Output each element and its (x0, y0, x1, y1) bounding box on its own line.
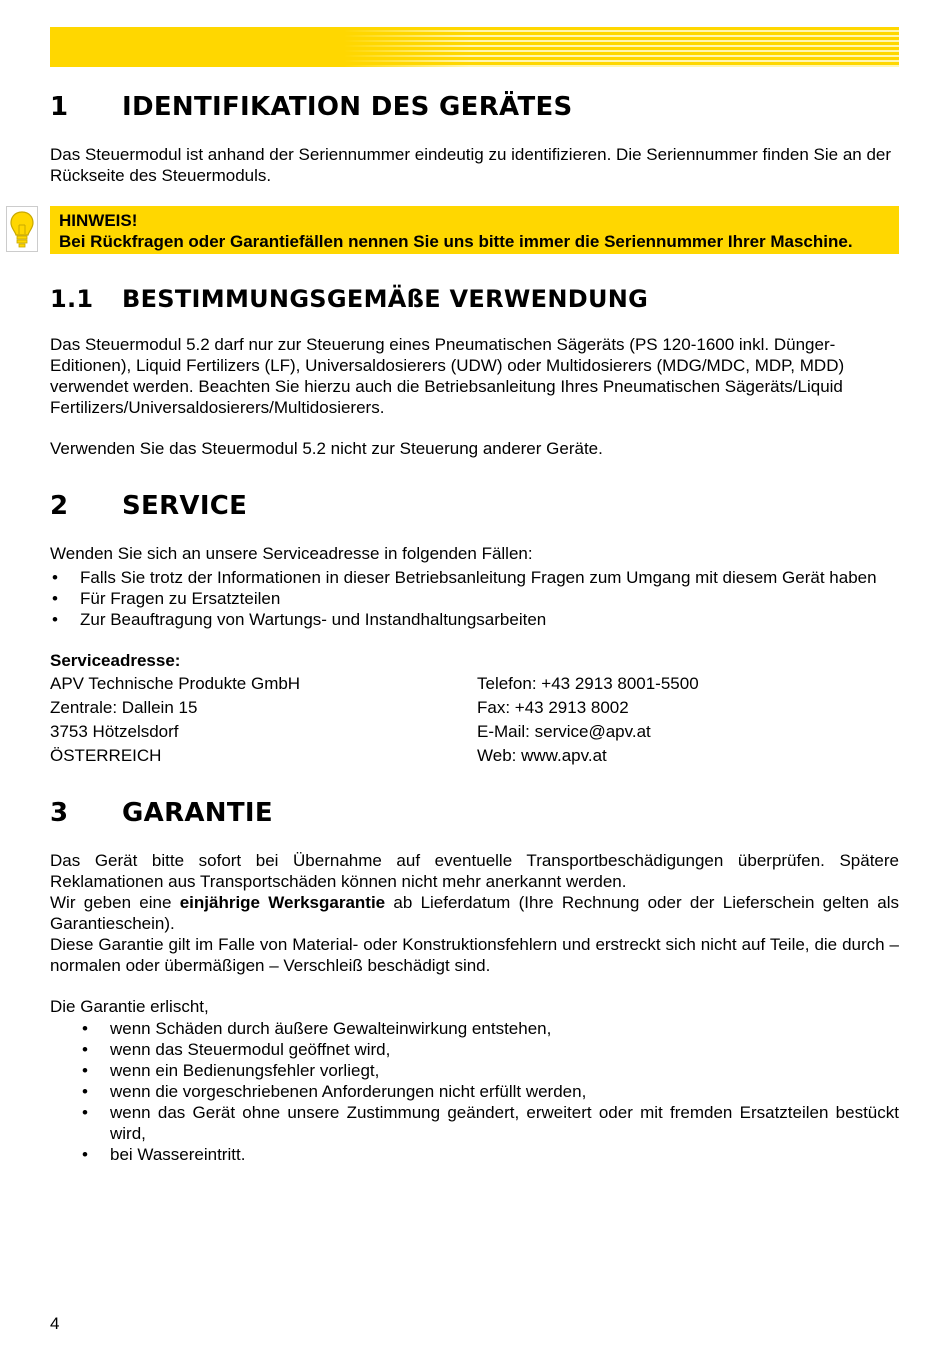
address-company: APV Technische Produkte GmbH (50, 674, 301, 693)
address-country: ÖSTERREICH (50, 746, 162, 765)
section-3-paragraph-1: Das Gerät bitte sofort bei Übernahme auf eventuelle Transportbeschädigungen überprüfen. Spätere Reklamationen aus Transportschäden können nicht mehr anerkannt werden. (50, 851, 899, 891)
section-1-text: Das Steuermodul ist anhand der Seriennummer eindeutig zu identifizieren. Die Seriennummer finden Sie an der Rückseite des Steuermoduls. (50, 145, 892, 185)
section-1-heading: 1 IDENTIFIKATION DES GERÄTES (50, 92, 573, 122)
list-item: • wenn das Steuermodul geöffnet wird, (82, 1040, 391, 1059)
section-1-1-paragraph-1: Das Steuermodul 5.2 darf nur zur Steuerung eines Pneumatischen Sägeräts (PS 120-1600 inkl. Dünger-Editionen), Liquid Fertilizers (LF), Universaldosierers (UDW) oder Multidosierers (MDG/MDC, MDP, MDD) verwendet werden. Beachten Sie hierzu auch die Betriebsanleitung Ihres Pneumatischen Sägeräts/Liquid Fertilizers/Universaldosierers/Multidosierers. (50, 335, 845, 417)
list-item: • wenn das Gerät ohne unsere Zustimmung geändert, erweitert oder mit fremden Ersatzteilen bestückt wird, (82, 1103, 899, 1143)
note-title: HINWEIS! (59, 211, 138, 230)
address-city: 3753 Hötzelsdorf (50, 722, 179, 741)
note-box (50, 206, 899, 254)
section-1-1-paragraph-2: Verwenden Sie das Steuermodul 5.2 nicht zur Steuerung anderer Geräte. (50, 439, 603, 458)
page-number: 4 (50, 1314, 60, 1333)
service-address-label: Serviceadresse: (50, 651, 181, 670)
section-2-heading: 2 SERVICE (50, 491, 248, 521)
address-web: Web: www.apv.at (477, 746, 607, 765)
list-item: • wenn ein Bedienungsfehler vorliegt, (82, 1061, 380, 1080)
page-content (50, 90, 899, 1165)
lightbulb-icon (6, 206, 38, 252)
service-bullet-list (50, 567, 899, 630)
note-text: Bei Rückfragen oder Garantiefällen nennen Sie uns bitte immer die Seriennummer Ihrer Maschine. (59, 232, 853, 251)
list-item: • bei Wassereintritt. (82, 1145, 246, 1164)
list-item: • Zur Beauftragung von Wartungs- und Instandhaltungsarbeiten (52, 610, 547, 629)
address-street: Zentrale: Dallein 15 (50, 698, 198, 717)
list-item: • Falls Sie trotz der Informationen in dieser Betriebsanleitung Fragen zum Umgang mit diesem Gerät haben (52, 568, 877, 587)
warranty-bullet-list (50, 1018, 899, 1165)
section-3-heading: 3 GARANTIE (50, 798, 273, 828)
section-3-paragraph-2: Wir geben eine einjährige Werksgarantie ab Lieferdatum (Ihre Rechnung oder der Lieferschein gelten als Garantieschein). (50, 893, 899, 933)
list-item: • wenn Schäden durch äußere Gewalteinwirkung entstehen, (82, 1019, 552, 1038)
list-item: • Für Fragen zu Ersatzteilen (52, 589, 281, 608)
section-3-paragraph-4: Die Garantie erlischt, (50, 997, 209, 1016)
section-1-1-heading: 1.1 BESTIMMUNGSGEMÄßE VERWENDUNG (50, 285, 649, 313)
header-stripe-bar (50, 27, 899, 67)
section-2-intro: Wenden Sie sich an unsere Serviceadresse in folgenden Fällen: (50, 544, 533, 563)
service-address-block (50, 673, 899, 766)
address-fax: Fax: +43 2913 8002 (477, 698, 629, 717)
address-email: E-Mail: service@apv.at (477, 722, 651, 741)
address-phone: Telefon: +43 2913 8001-5500 (477, 674, 699, 693)
list-item: • wenn die vorgeschriebenen Anforderungen nicht erfüllt werden, (82, 1082, 587, 1101)
section-3-paragraph-3: Diese Garantie gilt im Falle von Material- oder Konstruktionsfehlern und erstreckt sich nicht auf Teile, die durch – normalen oder übermäßigen – Verschleiß beschädigt sind. (50, 935, 899, 975)
